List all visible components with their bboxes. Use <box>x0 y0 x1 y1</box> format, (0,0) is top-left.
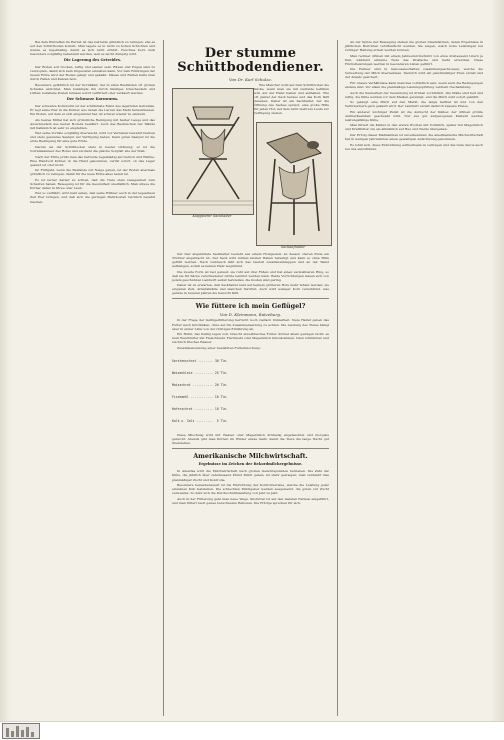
paragraph: Ein anderer wichtiger Punkt ist die Aufzucht der Kälber, der drüben größte Aufmerksamkeit geschenkt wird. Nur aus gut aufgezogenen Kälbern werden leistungsfähige Kühe. <box>345 109 483 122</box>
paragraph: Der Boden soll trocken, luftig und sauber sein. Ritzen und Fugen sind zu verstopfen, damit sich kein Ungeziefer einnisten kann. Vor dem Einbringen der neuen Ernte wird der Boden gefegt und gekalkt. Mäuse und Ratten halte man durch Fallen und Katzen fern. <box>30 65 155 82</box>
figure-sack-opener <box>256 122 332 246</box>
sack-holder-illustration <box>173 89 253 214</box>
column-1 <box>30 40 155 205</box>
paragraph: Man rechnet drüben mit einem Jahresdurchschnitt von etwa dreitausend Litern je Kuh, während einzelne Tiere das Dreifache und mehr erreichen. Diese Höchstleistungen werden in besonderen Listen geführt. <box>345 53 483 66</box>
section-heading: Der Schwarze Kornwurm. <box>66 97 119 102</box>
figure-sack-holder <box>172 88 254 215</box>
article-title: Der stumme Schüttbodendiener. <box>177 46 324 75</box>
paragraph: Es lohnt sich, diese Entwicklung aufmerksam zu verfolgen und das Gute davon auch bei uns einzuführen. <box>345 142 483 151</box>
paragraph: An der Spitze der Bewegung stehen die großen Staatsfarmen, deren Ergebnisse in jährlichen Berichten veröffentlicht werden. Sie zeigen, welch hohe Leistungen bei richtiger Haltung erzielt werden können. <box>345 40 483 53</box>
section-heading: Die Lagerung des Getreides. <box>63 58 122 63</box>
article-subhead: Ergebnisse im Zeichen der Rekordmilchergebnisse. <box>198 462 303 467</box>
paragraph: Ein Huhn, das fleißig legen soll, braucht eiweißreiches Futter. Körner allein genügen nicht; es muß Weichfutter mit Fleischmehl, Fischmehl oder Magermilch hinzukommen. Dazu Grünfutter und reichlich frisches Wasser. <box>172 332 329 345</box>
paragraph: Besonders gefährlich ist der Kornkäfer, der in alten Beständen oft großen Schaden anrichtet. Man bekämpfe ihn durch häufiges Umschaufeln und Lüften; befallene Posten müssen sofort verfüttert oder verkauft werden. <box>30 82 155 95</box>
paragraph: Für unsere Verhältnisse kann manches vorbildlich sein, wenn auch die Bedingungen andere sind. Vor allem die planmäßige Leistungsprüfung verdient Nachahmung. <box>345 80 483 89</box>
table-row: Fischmehl ............ 10 Tle. <box>172 395 228 400</box>
table-row: Kalk u. Salz ......... 5 Tle. <box>172 419 228 424</box>
paragraph: Der schwarze Kornwurm ist der schlimmste Feind des lagernden Getreides. Er legt seine Eier in die Körner, aus denen die Larven das Mehl herausfressen. Ein Boden, auf dem er sich eingenistet hat, ist schwer wieder zu säubern. <box>30 104 155 117</box>
paragraph: Wie Mancher wohl auf dem Schüttboden die Säcke, wenn man sie mit Getreide befüllen will, auf der Hand halten und aufhalten. Wie oft gleitet der Sack heraus und das Korn fällt daneben. Daher ist ein Sackhalter, der die Öffnung des Sackes spreizt, eine große Hilfe für jeden Hof, auf dem nicht mehrere Leute zur Verfügung stehen. <box>254 83 329 116</box>
sack-opener-illustration <box>257 123 331 245</box>
paragraph: Darum sei der Schüttboden stets in bester Ordnung; er ist die Vorratskammer des Hofes und verdient die gleiche Sorgfalt wie der Stall. <box>30 144 155 153</box>
column-2-continued <box>172 252 329 506</box>
column-divider <box>163 40 164 716</box>
section-divider <box>172 298 329 299</box>
paragraph: Bei dem Eintreffen im Herbst ist das Getreide gründlich zu reinigen, ehe es auf den Schüttboden kommt. Man lagere es in nicht zu hohen Schichten und wende es regelmäßig, damit es sich nicht erhitzt. Feuchtes Korn muß besonders sorgfältig behandelt werden, weil es leicht dumpfig wird. <box>30 40 155 57</box>
paragraph: So gelangt eine Milch auf den Markt, die lange haltbar ist und von den Verbrauchern gern gekauft wird. Der Landwirt erzielt dadurch bessere Preise. <box>345 100 483 109</box>
paragraph: Auch in der Fütterung geht man neue Wege. Silofutter ist auf den meisten Farmen eingeführt, und man füttert nach genau berechneten Rationen. Die Erfolge sprechen für sich. <box>172 496 329 505</box>
library-barcode-logo <box>2 723 40 739</box>
article-byline: Von D. Kleinmann, Ratzeburg. <box>219 312 282 318</box>
table-row: Haferschrot .......... 10 Tle. <box>172 407 228 412</box>
paragraph: In der Frage der Geflügelfütterung herrscht noch vielfach Unklarheit. Viele Halter geben das Futter nach Gutdünken, ohne auf die Zusammensetzung zu achten. Die Leistung des Tieres hängt aber in erster Linie von der richtigen Ernährung ab. <box>172 318 329 331</box>
column-divider <box>337 40 338 716</box>
scan-footer <box>0 721 504 740</box>
table-caption: Zusammensetzung einer bewährten Futtermischung: <box>177 345 261 350</box>
section-divider <box>172 448 329 449</box>
paragraph: Wer seine Vorräte sorgfältig überwacht, wird vor Verlusten bewahrt bleiben und stets gesundes Saatgut zur Verfügung haben. Denn gutes Saatgut ist die erste Bedingung für eine gute Ernte. <box>30 131 155 144</box>
feed-table <box>172 351 329 431</box>
article-byline: Von Dr. Karl Schulze. <box>229 77 272 82</box>
paragraph: Besonders bemerkenswert ist die Einrichtung der Kontrollvereine, welche die Leistung jeder einzelnen Kuh feststellen. Die schlechten Milchgeber werden ausgemerzt, die guten zur Zucht verwendet. So hebt sich die Durchschnittsleistung von Jahr zu Jahr. <box>172 483 329 496</box>
paragraph: Diese Mischung wird mit Wasser oder Magermilch krümelig angefeuchtet und morgens gereicht. Abends gibt man Körner, im Winter etwas mehr, damit die Tiere die lange Nacht gut überstehen. <box>172 433 329 446</box>
figure-caption: Sackaufhalter <box>280 245 306 249</box>
paragraph: In Amerika wird die Milchwirtschaft nach großen Gesichtspunkten betrieben. Die Zahl der Kühe, die jährlich über zehntausend Pfund Milch geben, ist stark gestiegen; man verdankt dies planmäßiger Zucht und Kontrolle. <box>172 469 329 482</box>
paragraph: Als bestes Mittel hat sich gründliche Reinigung mit heißer Lauge und das Ausschwefeln des leeren Bodens bewährt. Auch das Bestreichen der Wände mit Kalkmilch ist sehr zu empfehlen. <box>30 117 155 130</box>
article-title: Amerikanische Milchwirtschaft. <box>193 452 308 461</box>
article-title: Wie füttere ich mein Geflügel? <box>195 302 306 311</box>
column-3 <box>345 40 483 152</box>
page-right-edge <box>490 0 504 739</box>
paragraph: Der hier abgebildete Sackhalter besteht aus einem Holzgestell, an dessen oberen Ende ein Trichter angebracht ist. Der Sack wird mittels kleiner Haken befestigt und kann so ohne Hilfe gefüllt werden. Nach Gebrauch läßt sich das Gestell zusammenklappen und an der Wand aufhängen, sodaß es keinen Platz wegnimmt. <box>172 252 329 269</box>
paragraph: Wer so verfährt, wird bald sehen, daß seine Hühner auch in der legearmen Zeit Eier bringen, und daß sich die geringen Mehrkosten reichlich bezahlt machen. <box>30 191 155 204</box>
paragraph: Die zweite Form ist fest gebaut; sie ruht auf drei Füßen und hat einen verstellbaren Ring, so daß sie für Säcke verschiedener Größe benützt werden kann. Beide Vorrichtungen lassen sich von jedem geschickten Landwirt selbst herstellen, die Kosten sind gering. <box>172 269 329 282</box>
paragraph: Auch die Sauberkeit der Gewinnung ist drüben vorbildlich. Die Ställe sind hell und luftig, die Kühe werden vor dem Melken gereinigt, und die Milch wird sofort gekühlt. <box>345 90 483 99</box>
paragraph: Es ist ferner darauf zu achten, daß die Tiere stets Gelegenheit zum Scharren haben; Bewegung ist für die Gesundheit unerläßlich. Man streue die Körner daher in Streu oder Laub. <box>30 177 155 190</box>
paragraph: Die Farmer sind in Genossenschaften zusammengeschlossen, welche die Verwertung der Milch übernehmen. Dadurch wird ein gleichmäßiger Preis erzielt und der Absatz gesichert. <box>345 67 483 80</box>
paragraph: Man füttert die Kälber in den ersten Wochen mit Vollmilch, später mit Magermilch und Kraftfutter, bis sie allmählich auf Heu und Weide übergehen. <box>345 123 483 132</box>
paragraph: Daher ist zu erwarten, daß Sackhalter bald auf keinem größeren Hofe mehr fehlen werden; sie ersparen Zeit, Arbeitskräfte und manchen Verdruß. Auch wird weniger Korn verschüttet, was gerade in teueren Jahren ins Gewicht fällt. <box>172 283 329 296</box>
figure-caption: Klappbarer Sackhalter <box>192 214 232 218</box>
table-row: Weizenkleie .......... 25 Tle. <box>172 371 228 376</box>
table-row: Gerstenschrot ........ 30 Tle. <box>172 359 228 364</box>
table-row: Maisschrot ........... 20 Tle. <box>172 383 228 388</box>
paragraph: Der Erfolg dieser Maßnahmen ist unverkennbar; die amerikanische Milchwirtschaft hat in wenigen Jahrzehnten einen gewaltigen Aufschwung genommen. <box>345 132 483 141</box>
paragraph: Im Frühjahr, wenn die Bestände zur Neige gehen, ist der Boden abermals gründlich zu reinigen, damit für die neue Ernte alles bereit ist. <box>30 168 155 177</box>
page-left-edge <box>0 0 10 739</box>
paragraph: Nach der Ernte prüfe man das Getreide regelmäßig auf Geruch und Wärme. Eine Handvoll Körner, in die Hand genommen, verrät sofort, ob das Lager gesund ist oder nicht. <box>30 154 155 167</box>
